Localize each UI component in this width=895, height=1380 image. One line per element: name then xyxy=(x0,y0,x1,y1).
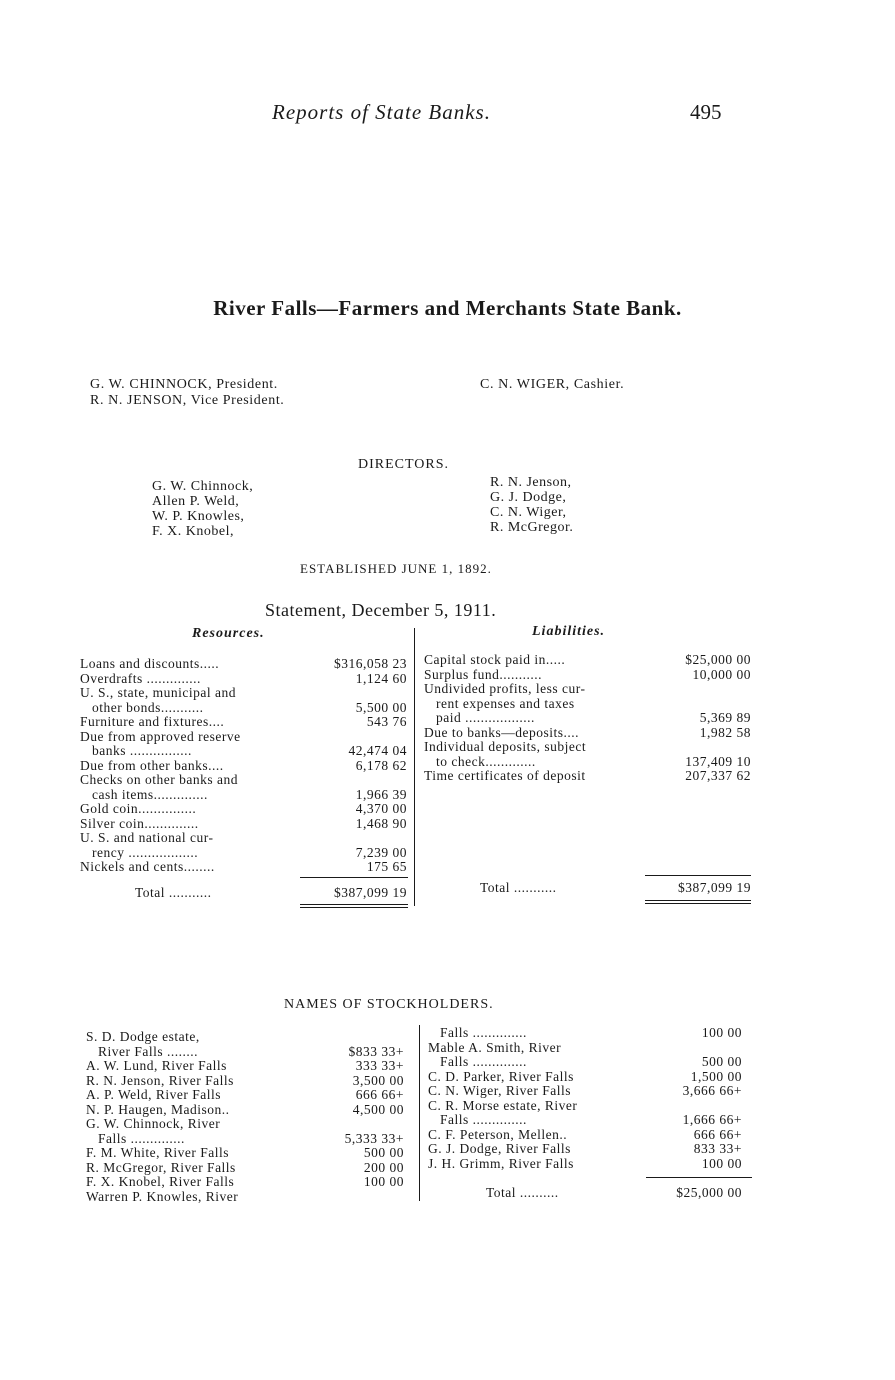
stockholder-row: F. M. White, River Falls 500 00 xyxy=(86,1145,404,1160)
stockholder-row: C. D. Parker, River Falls 1,500 00 xyxy=(428,1068,742,1084)
director-name: Allen P. Weld, xyxy=(152,494,240,509)
stockholders-right-table xyxy=(428,1026,742,1171)
stockholder-row: C. F. Peterson, Mellen.. 666 66+ xyxy=(428,1126,742,1142)
directors-right xyxy=(490,475,573,535)
stockholders-total-rule xyxy=(646,1177,752,1178)
resources-table xyxy=(80,657,407,875)
resource-row: other bonds........... 5,500 00 xyxy=(92,699,407,715)
officer-vice-president: R. N. JENSON, Vice President. xyxy=(90,393,285,408)
stockholder-row: R. N. Jenson, River Falls 3,500 00 xyxy=(86,1072,404,1088)
liabilities-table xyxy=(424,653,751,784)
director-name: W. P. Knowles, xyxy=(152,509,245,524)
stockholder-row: N. P. Haugen, Madison.. 4,500 00 xyxy=(86,1101,404,1117)
stockholder-row: J. H. Grimm, River Falls 100 00 xyxy=(428,1155,742,1171)
liabilities-total-row xyxy=(480,881,751,896)
resource-row: Gold coin............... 4,370 00 xyxy=(80,801,407,816)
running-title: Reports of State Banks. xyxy=(272,100,491,124)
liabilities-subtotal-rule xyxy=(645,875,751,876)
director-name: G. J. Dodge, xyxy=(490,490,567,505)
resources-subtotal-rule xyxy=(300,877,408,878)
bank-title: River Falls—Farmers and Merchants State Bank. xyxy=(213,296,682,320)
resource-row: Nickels and cents........ 175 65 xyxy=(80,859,407,874)
liability-row: Capital stock paid in..... $25,000 00 xyxy=(424,652,751,667)
directors-heading: DIRECTORS. xyxy=(358,457,450,472)
resources-total-value: $387,099 19 xyxy=(334,885,407,900)
resource-row: banks ................ 42,474 04 xyxy=(92,743,407,758)
resource-row: Checks on other banks and xyxy=(80,772,238,787)
page-number: 495 xyxy=(690,100,722,124)
resource-row: Overdrafts .............. 1,124 60 xyxy=(80,670,407,686)
stockholder-row: Falls .............. 500 00 xyxy=(440,1054,742,1069)
director-name: R. N. Jenson, xyxy=(490,475,572,490)
stockholders-total-row xyxy=(486,1186,742,1201)
stockholders-total-label: Total .......... xyxy=(486,1185,559,1200)
stockholder-row: A. W. Lund, River Falls 333 33+ xyxy=(86,1058,404,1073)
stockholder-row: Falls .............. 1,666 66+ xyxy=(440,1112,742,1127)
liability-row: Surplus fund........... 10,000 00 xyxy=(424,666,751,682)
liability-row: Due to banks—deposits.... 1,982 58 xyxy=(424,724,751,740)
stockholder-row: A. P. Weld, River Falls 666 66+ xyxy=(86,1087,404,1102)
stockholder-row: River Falls ........ $833 33+ xyxy=(98,1043,404,1059)
resources-total-row xyxy=(135,886,407,901)
liability-row: Time certificates of deposit 207,337 62 xyxy=(424,768,751,783)
resources-heading: Resources. xyxy=(192,626,265,641)
resource-row: cash items.............. 1,966 39 xyxy=(92,786,407,802)
officer-president: G. W. CHINNOCK, President. xyxy=(90,377,278,392)
liabilities-heading: Liabilities. xyxy=(532,624,606,639)
resource-row: U. S., state, municipal and xyxy=(80,685,236,700)
liabilities-total-rule xyxy=(645,900,751,901)
officer-cashier: C. N. WIGER, Cashier. xyxy=(480,377,625,392)
stockholder-row: R. McGregor, River Falls 200 00 xyxy=(86,1159,404,1175)
stockholder-row: Falls .............. 100 00 xyxy=(440,1025,742,1040)
liabilities-total-label: Total ........... xyxy=(480,880,557,895)
resource-row: rency .................. 7,239 00 xyxy=(92,844,407,860)
liability-row: rent expenses and taxes xyxy=(436,695,575,711)
stockholder-row: Warren P. Knowles, River xyxy=(86,1188,239,1204)
liability-row: Individual deposits, subject xyxy=(424,739,587,754)
resource-row: Loans and discounts..... $316,058 23 xyxy=(80,656,407,671)
resource-row: Silver coin.............. 1,468 90 xyxy=(80,815,407,831)
officers-left xyxy=(90,377,284,409)
director-name: F. X. Knobel, xyxy=(152,524,234,539)
stockholders-column-divider xyxy=(419,1025,420,1201)
stockholders-left-table xyxy=(86,1030,404,1204)
resources-total-label: Total ........... xyxy=(135,885,212,900)
liability-row: to check............. 137,409 10 xyxy=(436,753,751,769)
stockholders-total-value: $25,000 00 xyxy=(676,1185,742,1200)
resource-row: Due from approved reserve xyxy=(80,728,241,744)
stockholder-row: S. D. Dodge estate, xyxy=(86,1029,200,1044)
statement-heading: Statement, December 5, 1911. xyxy=(265,600,497,620)
director-name: R. McGregor. xyxy=(490,520,574,535)
resource-row: U. S. and national cur- xyxy=(80,830,214,845)
directors-left xyxy=(152,479,253,539)
liabilities-total-rule xyxy=(645,903,751,904)
stockholder-row: G. W. Chinnock, River xyxy=(86,1116,221,1131)
stockholder-row: C. N. Wiger, River Falls 3,666 66+ xyxy=(428,1083,742,1098)
stockholder-row: F. X. Knobel, River Falls 100 00 xyxy=(86,1174,404,1189)
liability-row: Undivided profits, less cur- xyxy=(424,681,586,696)
stockholder-row: C. R. Morse estate, River xyxy=(428,1097,578,1113)
director-name: C. N. Wiger, xyxy=(490,505,567,520)
resources-total-rule xyxy=(300,907,408,908)
stockholder-row: Mable A. Smith, River xyxy=(428,1039,562,1055)
resource-row: Furniture and fixtures.... 543 76 xyxy=(80,714,407,729)
established-date: ESTABLISHED JUNE 1, 1892. xyxy=(300,561,492,576)
stockholder-row: G. J. Dodge, River Falls 833 33+ xyxy=(428,1141,742,1156)
stockholder-row: Falls .............. 5,333 33+ xyxy=(98,1130,404,1146)
stockholders-heading: NAMES OF STOCKHOLDERS. xyxy=(284,997,494,1012)
liabilities-total-value: $387,099 19 xyxy=(678,880,751,895)
director-name: G. W. Chinnock, xyxy=(152,479,254,494)
resources-total-rule xyxy=(300,904,408,905)
resource-row: Due from other banks.... 6,178 62 xyxy=(80,757,407,773)
statement-column-divider xyxy=(414,628,415,906)
liability-row: paid .................. 5,369 89 xyxy=(436,710,751,725)
